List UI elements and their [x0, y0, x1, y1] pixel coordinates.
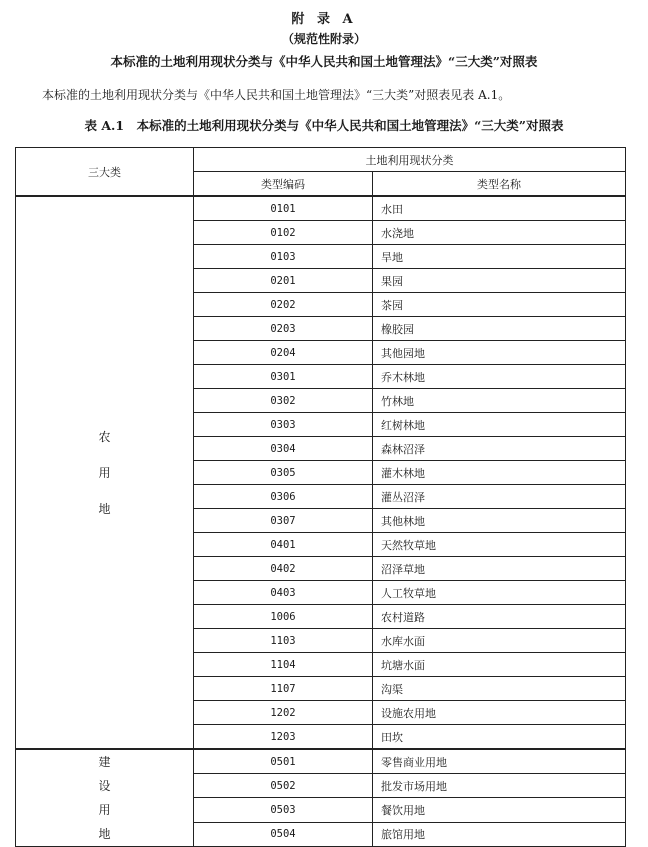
type-code-cell: 1103	[194, 629, 373, 653]
type-name-cell: 果园	[373, 269, 626, 293]
type-code-cell: 0504	[194, 822, 373, 846]
category-cell	[16, 749, 194, 847]
type-name-cell: 坑塘水面	[373, 653, 626, 677]
type-code-cell: 0103	[194, 245, 373, 269]
type-code-cell: 0102	[194, 221, 373, 245]
category-char: 地	[98, 501, 111, 516]
type-name-cell: 旱地	[373, 245, 626, 269]
type-code-cell: 0301	[194, 365, 373, 389]
type-code-cell: 0303	[194, 413, 373, 437]
type-code-cell: 0401	[194, 533, 373, 557]
type-name-cell: 旅馆用地	[373, 822, 626, 846]
type-code-cell: 0304	[194, 437, 373, 461]
table-row	[16, 749, 626, 774]
type-code-cell: 0306	[194, 485, 373, 509]
type-name-cell: 田坎	[373, 725, 626, 750]
category-cell	[16, 196, 194, 749]
category-char: 用	[98, 803, 111, 817]
type-code-cell: 0502	[194, 774, 373, 798]
type-code-cell: 0204	[194, 341, 373, 365]
type-name-cell: 灌木林地	[373, 461, 626, 485]
type-code-cell: 1104	[194, 653, 373, 677]
type-code-cell: 0101	[194, 196, 373, 221]
header-type-name: 类型名称	[373, 172, 626, 197]
type-name-cell: 天然牧草地	[373, 533, 626, 557]
type-name-cell: 水浇地	[373, 221, 626, 245]
type-name-cell: 沟渠	[373, 677, 626, 701]
page-title: 本标准的土地利用现状分类与《中华人民共和国土地管理法》“三大类”对照表	[110, 54, 538, 69]
type-code-cell: 0403	[194, 581, 373, 605]
type-code-cell: 1203	[194, 725, 373, 750]
type-name-cell: 农村道路	[373, 605, 626, 629]
classification-table	[15, 147, 626, 847]
category-char: 农	[98, 429, 111, 444]
type-code-cell: 0402	[194, 557, 373, 581]
header-three-categories: 三大类	[16, 148, 194, 197]
category-char: 建	[98, 755, 111, 769]
type-name-cell: 零售商业用地	[373, 749, 626, 774]
type-name-cell: 橡胶园	[373, 317, 626, 341]
normative-note: （规范性附录）	[281, 32, 366, 46]
type-name-cell: 设施农用地	[373, 701, 626, 725]
type-name-cell: 人工牧草地	[373, 581, 626, 605]
type-code-cell: 0302	[194, 389, 373, 413]
type-code-cell: 0203	[194, 317, 373, 341]
type-code-cell: 0307	[194, 509, 373, 533]
type-name-cell: 其他林地	[373, 509, 626, 533]
type-name-cell: 乔木林地	[373, 365, 626, 389]
type-code-cell: 1006	[194, 605, 373, 629]
category-char: 设	[98, 779, 111, 793]
type-code-cell: 0201	[194, 269, 373, 293]
type-name-cell: 森林沼泽	[373, 437, 626, 461]
type-code-cell: 0501	[194, 749, 373, 774]
type-code-cell: 0503	[194, 798, 373, 822]
type-code-cell: 1107	[194, 677, 373, 701]
category-char: 用	[98, 465, 111, 480]
type-code-cell: 1202	[194, 701, 373, 725]
appendix-heading: 附 录 A	[291, 12, 357, 27]
header-current-classification: 土地利用现状分类	[194, 148, 626, 172]
type-code-cell: 0305	[194, 461, 373, 485]
table-caption: 表 A.1 本标准的土地利用现状分类与《中华人民共和国土地管理法》“三大类”对照表	[84, 118, 564, 133]
type-name-cell: 沼泽草地	[373, 557, 626, 581]
type-name-cell: 批发市场用地	[373, 774, 626, 798]
type-name-cell: 餐饮用地	[373, 798, 626, 822]
table-header-row	[16, 148, 626, 172]
type-name-cell: 红树林地	[373, 413, 626, 437]
type-name-cell: 茶园	[373, 293, 626, 317]
category-char: 地	[98, 827, 111, 841]
type-name-cell: 水田	[373, 196, 626, 221]
type-code-cell: 0202	[194, 293, 373, 317]
header-type-code: 类型编码	[194, 172, 373, 197]
type-name-cell: 竹林地	[373, 389, 626, 413]
table-row	[16, 196, 626, 221]
type-name-cell: 其他园地	[373, 341, 626, 365]
type-name-cell: 灌丛沼泽	[373, 485, 626, 509]
type-name-cell: 水库水面	[373, 629, 626, 653]
intro-paragraph: 本标准的土地利用现状分类与《中华人民共和国土地管理法》“三大类”对照表见表 A.1。	[42, 88, 511, 102]
